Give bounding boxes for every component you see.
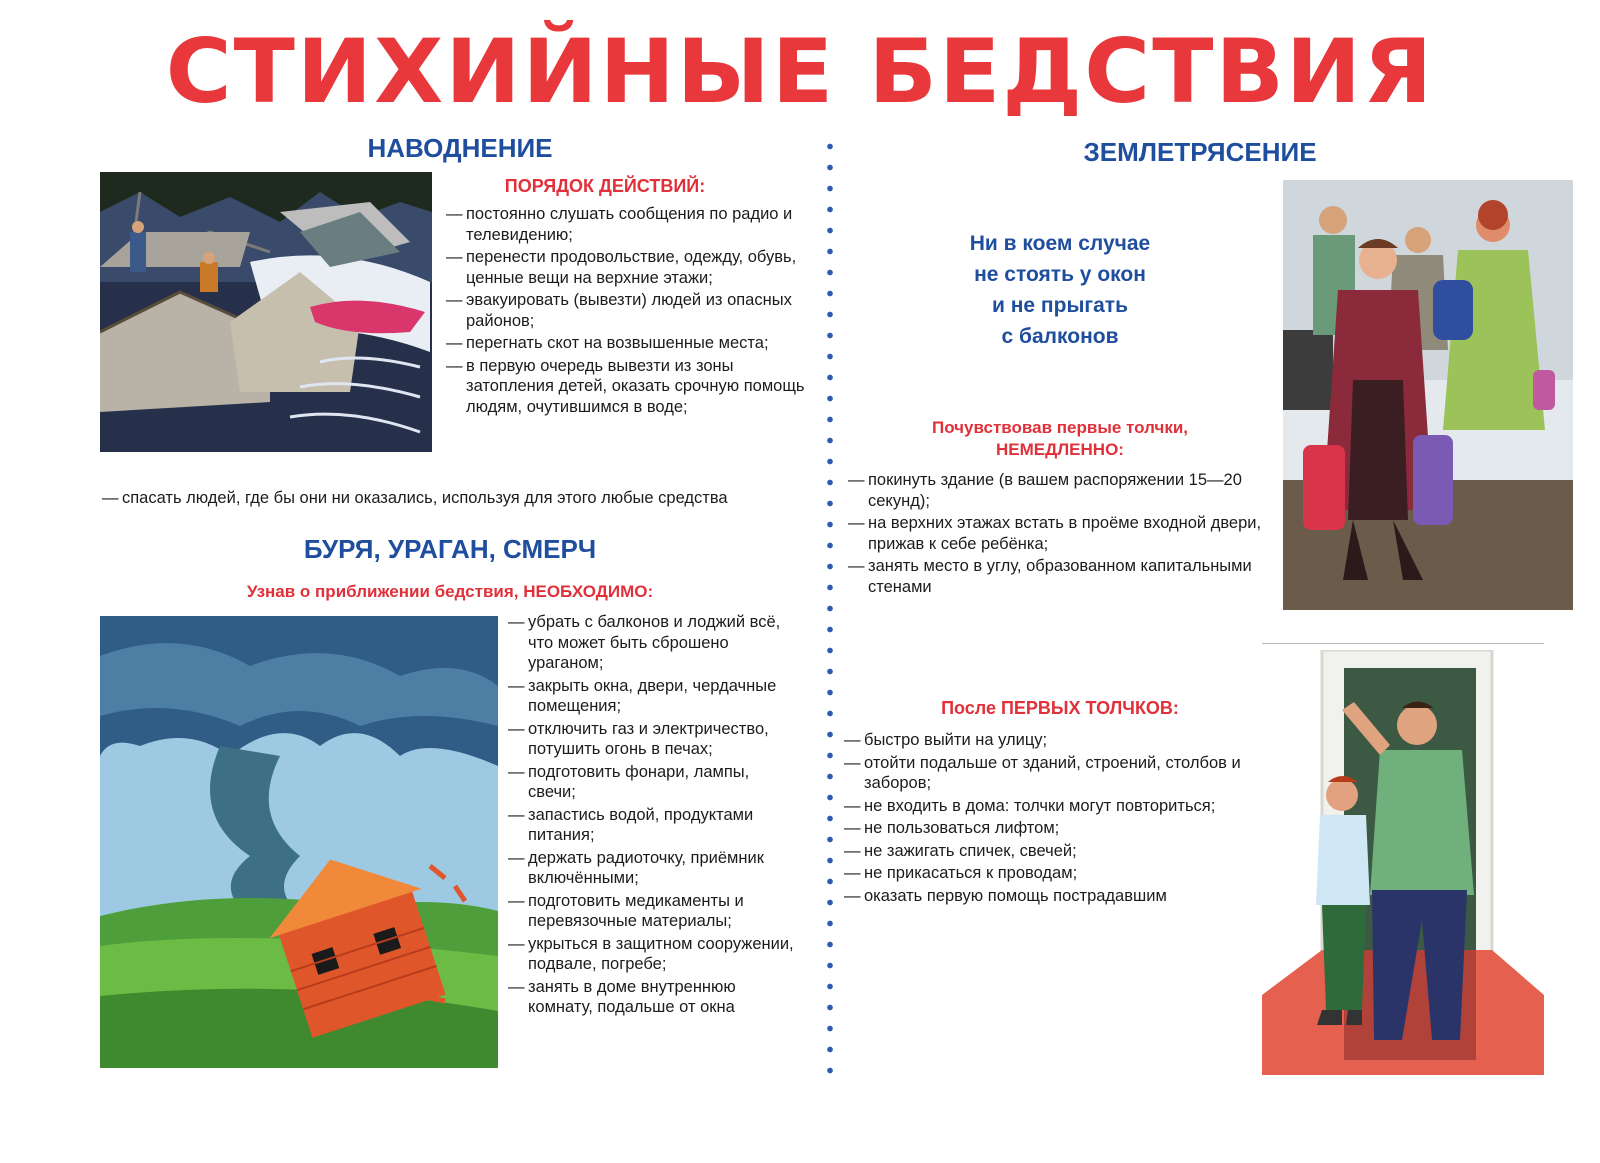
list-item: — подготовить фонари, лампы, свечи;: [508, 762, 798, 803]
doorway-illustration: [1262, 650, 1544, 1075]
list-item: — запастись водой, продуктами питания;: [508, 805, 798, 846]
list-item: — быстро выйти на улицу;: [844, 730, 1264, 751]
first-shocks-list: [848, 470, 1273, 599]
evacuation-illustration: [1283, 180, 1573, 610]
first-shocks-heading: [870, 417, 1250, 461]
first-shocks-line2: НЕМЕДЛЕННО:: [996, 440, 1124, 459]
list-item: — оказать первую помощь пострадавшим: [844, 886, 1264, 907]
warning-line: не стоять у окон: [974, 263, 1146, 286]
poster-title: СТИХИЙНЫЕ БЕДСТВИЯ: [165, 20, 1435, 123]
list-item: — перенести продовольствие, одежду, обувь, ценные вещи на верхние этажи;: [446, 247, 816, 288]
list-item: — отойти подальше от зданий, строений, столбов и заборов;: [844, 753, 1264, 794]
list-item: — не пользоваться лифтом;: [844, 818, 1264, 839]
list-item: — спасать людей, где бы они ни оказались, используя для этого любые средства: [102, 488, 802, 509]
list-item: — не прикасаться к проводам;: [844, 863, 1264, 884]
after-shocks-emphasis: ПЕРВЫХ ТОЛЧКОВ:: [1000, 698, 1179, 718]
list-item: — покинуть здание (в вашем распоряжении 15—20 секунд);: [848, 470, 1273, 511]
warning-line: с балконов: [1001, 325, 1119, 348]
first-shocks-line1: Почувствовав первые толчки,: [931, 418, 1189, 437]
flood-subheading: ПОРЯДОК ДЕЙСТВИЙ:: [504, 176, 706, 196]
flood-last-item: [102, 488, 802, 511]
after-shocks-list: [844, 730, 1264, 908]
storm-actions-list: [508, 612, 798, 1020]
column-divider: [826, 136, 834, 1078]
list-item: — занять место в углу, образованном капитальными стенами: [848, 556, 1273, 597]
list-item: — на верхних этажах встать в проёме входной двери, прижав к себе ребёнка;: [848, 513, 1273, 554]
list-item: — занять в доме внутреннюю комнату, подальше от окна: [508, 977, 798, 1018]
after-shocks-heading: [860, 698, 1260, 719]
flood-actions-list: [446, 204, 816, 419]
tornado-illustration: [100, 616, 498, 1068]
list-item: — перегнать скот на возвышенные места;: [446, 333, 816, 354]
list-item: — в первую очередь вывезти из зоны затопления детей, оказать срочную помощь людям, очутившимся в воде;: [446, 356, 816, 418]
section-rule: [1262, 643, 1544, 644]
list-item: — постоянно слушать сообщения по радио и телевидению;: [446, 204, 816, 245]
list-item: — закрыть окна, двери, чердачные помещения;: [508, 676, 798, 717]
after-shocks-text: После: [941, 698, 1001, 718]
list-item: — держать радиоточку, приёмник включёнными;: [508, 848, 798, 889]
list-item: — подготовить медикаменты и перевязочные материалы;: [508, 891, 798, 932]
list-item: — эвакуировать (вывезти) людей из опасных районов;: [446, 290, 816, 331]
flood-heading: НАВОДНЕНИЕ: [367, 133, 553, 163]
list-item: — укрыться в защитном сооружении, подвале, погребе;: [508, 934, 798, 975]
list-item: — отключить газ и электричество, потушить огонь в печах;: [508, 719, 798, 760]
list-item: — не зажигать спичек, свечей;: [844, 841, 1264, 862]
flood-illustration: [100, 172, 432, 452]
storm-subheading-emphasis: НЕОБХОДИМО:: [523, 582, 654, 601]
storm-subheading: [150, 582, 750, 602]
warning-line: и не прыгать: [991, 294, 1128, 317]
list-item: — убрать с балконов и лоджий всё, что может быть сброшено ураганом;: [508, 612, 798, 674]
earthquake-warning: [880, 228, 1240, 352]
earthquake-heading: ЗЕМЛЕТРЯСЕНИЕ: [1083, 137, 1317, 167]
storm-heading: БУРЯ, УРАГАН, СМЕРЧ: [303, 534, 597, 564]
storm-subheading-text: Узнав о приближении бедствия,: [246, 582, 524, 601]
list-item: — не входить в дома: толчки могут повториться;: [844, 796, 1264, 817]
warning-line: Ни в коем случае: [969, 232, 1151, 255]
